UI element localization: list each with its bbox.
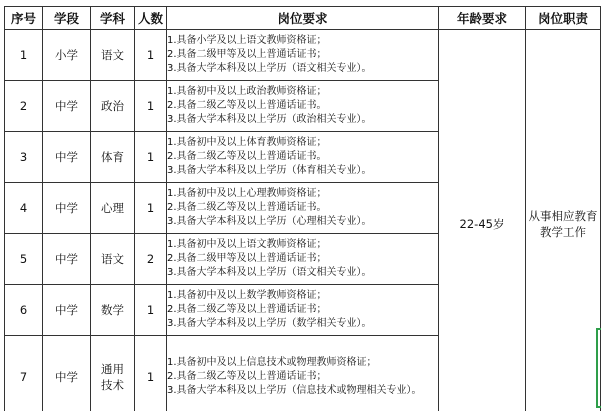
requirements-cell[interactable] (167, 336, 439, 411)
requirement-line: 3.具备大学本科及以上学历（语文相关专业）。 (167, 63, 372, 74)
requirement-line: 2.具备二级乙等及以上普通话证书。 (167, 151, 327, 162)
requirement-line: 3.具备大学本科及以上学历（体育相关专业）。 (167, 165, 372, 176)
subject-cell[interactable] (91, 336, 135, 411)
requirement-line: 3.具备大学本科及以上学历（信息技术或物理相关专业）。 (167, 384, 422, 396)
header-position-requirements[interactable]: 岗位要求 (167, 7, 439, 30)
serial-no-cell[interactable]: 4 (5, 183, 43, 234)
school-stage-cell[interactable]: 中学 (43, 81, 91, 132)
school-stage-cell[interactable]: 中学 (43, 336, 91, 411)
subject-text: 通用技术 (101, 361, 124, 392)
school-stage-cell[interactable]: 中学 (43, 132, 91, 183)
header-row (5, 7, 601, 30)
serial-no-cell[interactable]: 2 (5, 81, 43, 132)
headcount-cell[interactable]: 1 (135, 132, 167, 183)
subject-cell[interactable]: 语文 (91, 234, 135, 285)
table-row (5, 30, 601, 81)
requirements-cell[interactable] (167, 132, 439, 183)
serial-no-cell[interactable]: 5 (5, 234, 43, 285)
headcount-cell[interactable]: 1 (135, 81, 167, 132)
headcount-cell[interactable]: 1 (135, 183, 167, 234)
school-stage-cell[interactable]: 中学 (43, 183, 91, 234)
requirement-line: 1.具备初中及以上心理教师资格证； (167, 188, 327, 199)
headcount-cell[interactable]: 2 (135, 234, 167, 285)
serial-no-cell[interactable]: 6 (5, 285, 43, 336)
subject-cell[interactable]: 数学 (91, 285, 135, 336)
subject-cell[interactable]: 政治 (91, 81, 135, 132)
requirement-line: 1.具备初中及以上政治教师资格证； (167, 86, 327, 97)
header-position-duties[interactable]: 岗位职责 (526, 7, 601, 30)
header-headcount[interactable]: 人数 (135, 7, 167, 30)
requirement-line: 1.具备初中及以上信息技术或物理教师资格证； (167, 356, 377, 368)
requirement-line: 1.具备初中及以上体育教师资格证； (167, 137, 327, 148)
age-requirement-cell[interactable]: 22-45岁 (439, 30, 526, 411)
header-subject[interactable]: 学科 (91, 7, 135, 30)
subject-cell[interactable]: 语文 (91, 30, 135, 81)
position-duties-cell[interactable]: 从事相应教育教学工作 (526, 30, 601, 411)
headcount-cell[interactable]: 1 (135, 336, 167, 411)
requirement-line: 1.具备初中及以上数学教师资格证； (167, 290, 327, 301)
requirement-line: 3.具备大学本科及以上学历（数学相关专业）。 (167, 318, 372, 329)
requirement-line: 2.具备二级乙等及以上普通话证书。 (167, 100, 327, 111)
requirements-cell[interactable] (167, 30, 439, 81)
requirement-line: 3.具备大学本科及以上学历（政治相关专业）。 (167, 114, 372, 125)
subject-cell[interactable]: 体育 (91, 132, 135, 183)
requirement-line: 2.具备二级乙等及以上普通话证书； (167, 304, 327, 315)
job-requirements-table (4, 6, 601, 411)
requirement-line: 1.具备初中及以上语文教师资格证； (167, 239, 327, 250)
cell-selection-border (596, 328, 601, 408)
requirement-line: 1.具备小学及以上语文教师资格证； (167, 35, 327, 46)
requirements-cell[interactable] (167, 81, 439, 132)
headcount-cell[interactable]: 1 (135, 285, 167, 336)
requirement-line: 3.具备大学本科及以上学历（语文相关专业）。 (167, 267, 372, 278)
subject-cell[interactable]: 心理 (91, 183, 135, 234)
requirement-line: 2.具备二级乙等及以上普通话证书。 (167, 202, 327, 213)
school-stage-cell[interactable]: 小学 (43, 30, 91, 81)
requirements-cell[interactable] (167, 183, 439, 234)
serial-no-cell[interactable]: 3 (5, 132, 43, 183)
requirement-line: 2.具备二级甲等及以上普通话证书； (167, 49, 327, 60)
requirement-line: 3.具备大学本科及以上学历（心理相关专业）。 (167, 216, 372, 227)
requirements-cell[interactable] (167, 285, 439, 336)
requirement-line: 2.具备二级甲等及以上普通话证书； (167, 253, 327, 264)
requirement-line: 2.具备二级乙等及以上普通话证书； (167, 370, 327, 382)
requirements-cell[interactable] (167, 234, 439, 285)
serial-no-cell[interactable]: 7 (5, 336, 43, 411)
header-age-requirement[interactable]: 年龄要求 (439, 7, 526, 30)
headcount-cell[interactable]: 1 (135, 30, 167, 81)
header-serial-no[interactable]: 序号 (5, 7, 43, 30)
serial-no-cell[interactable]: 1 (5, 30, 43, 81)
header-school-stage[interactable]: 学段 (43, 7, 91, 30)
school-stage-cell[interactable]: 中学 (43, 234, 91, 285)
school-stage-cell[interactable]: 中学 (43, 285, 91, 336)
